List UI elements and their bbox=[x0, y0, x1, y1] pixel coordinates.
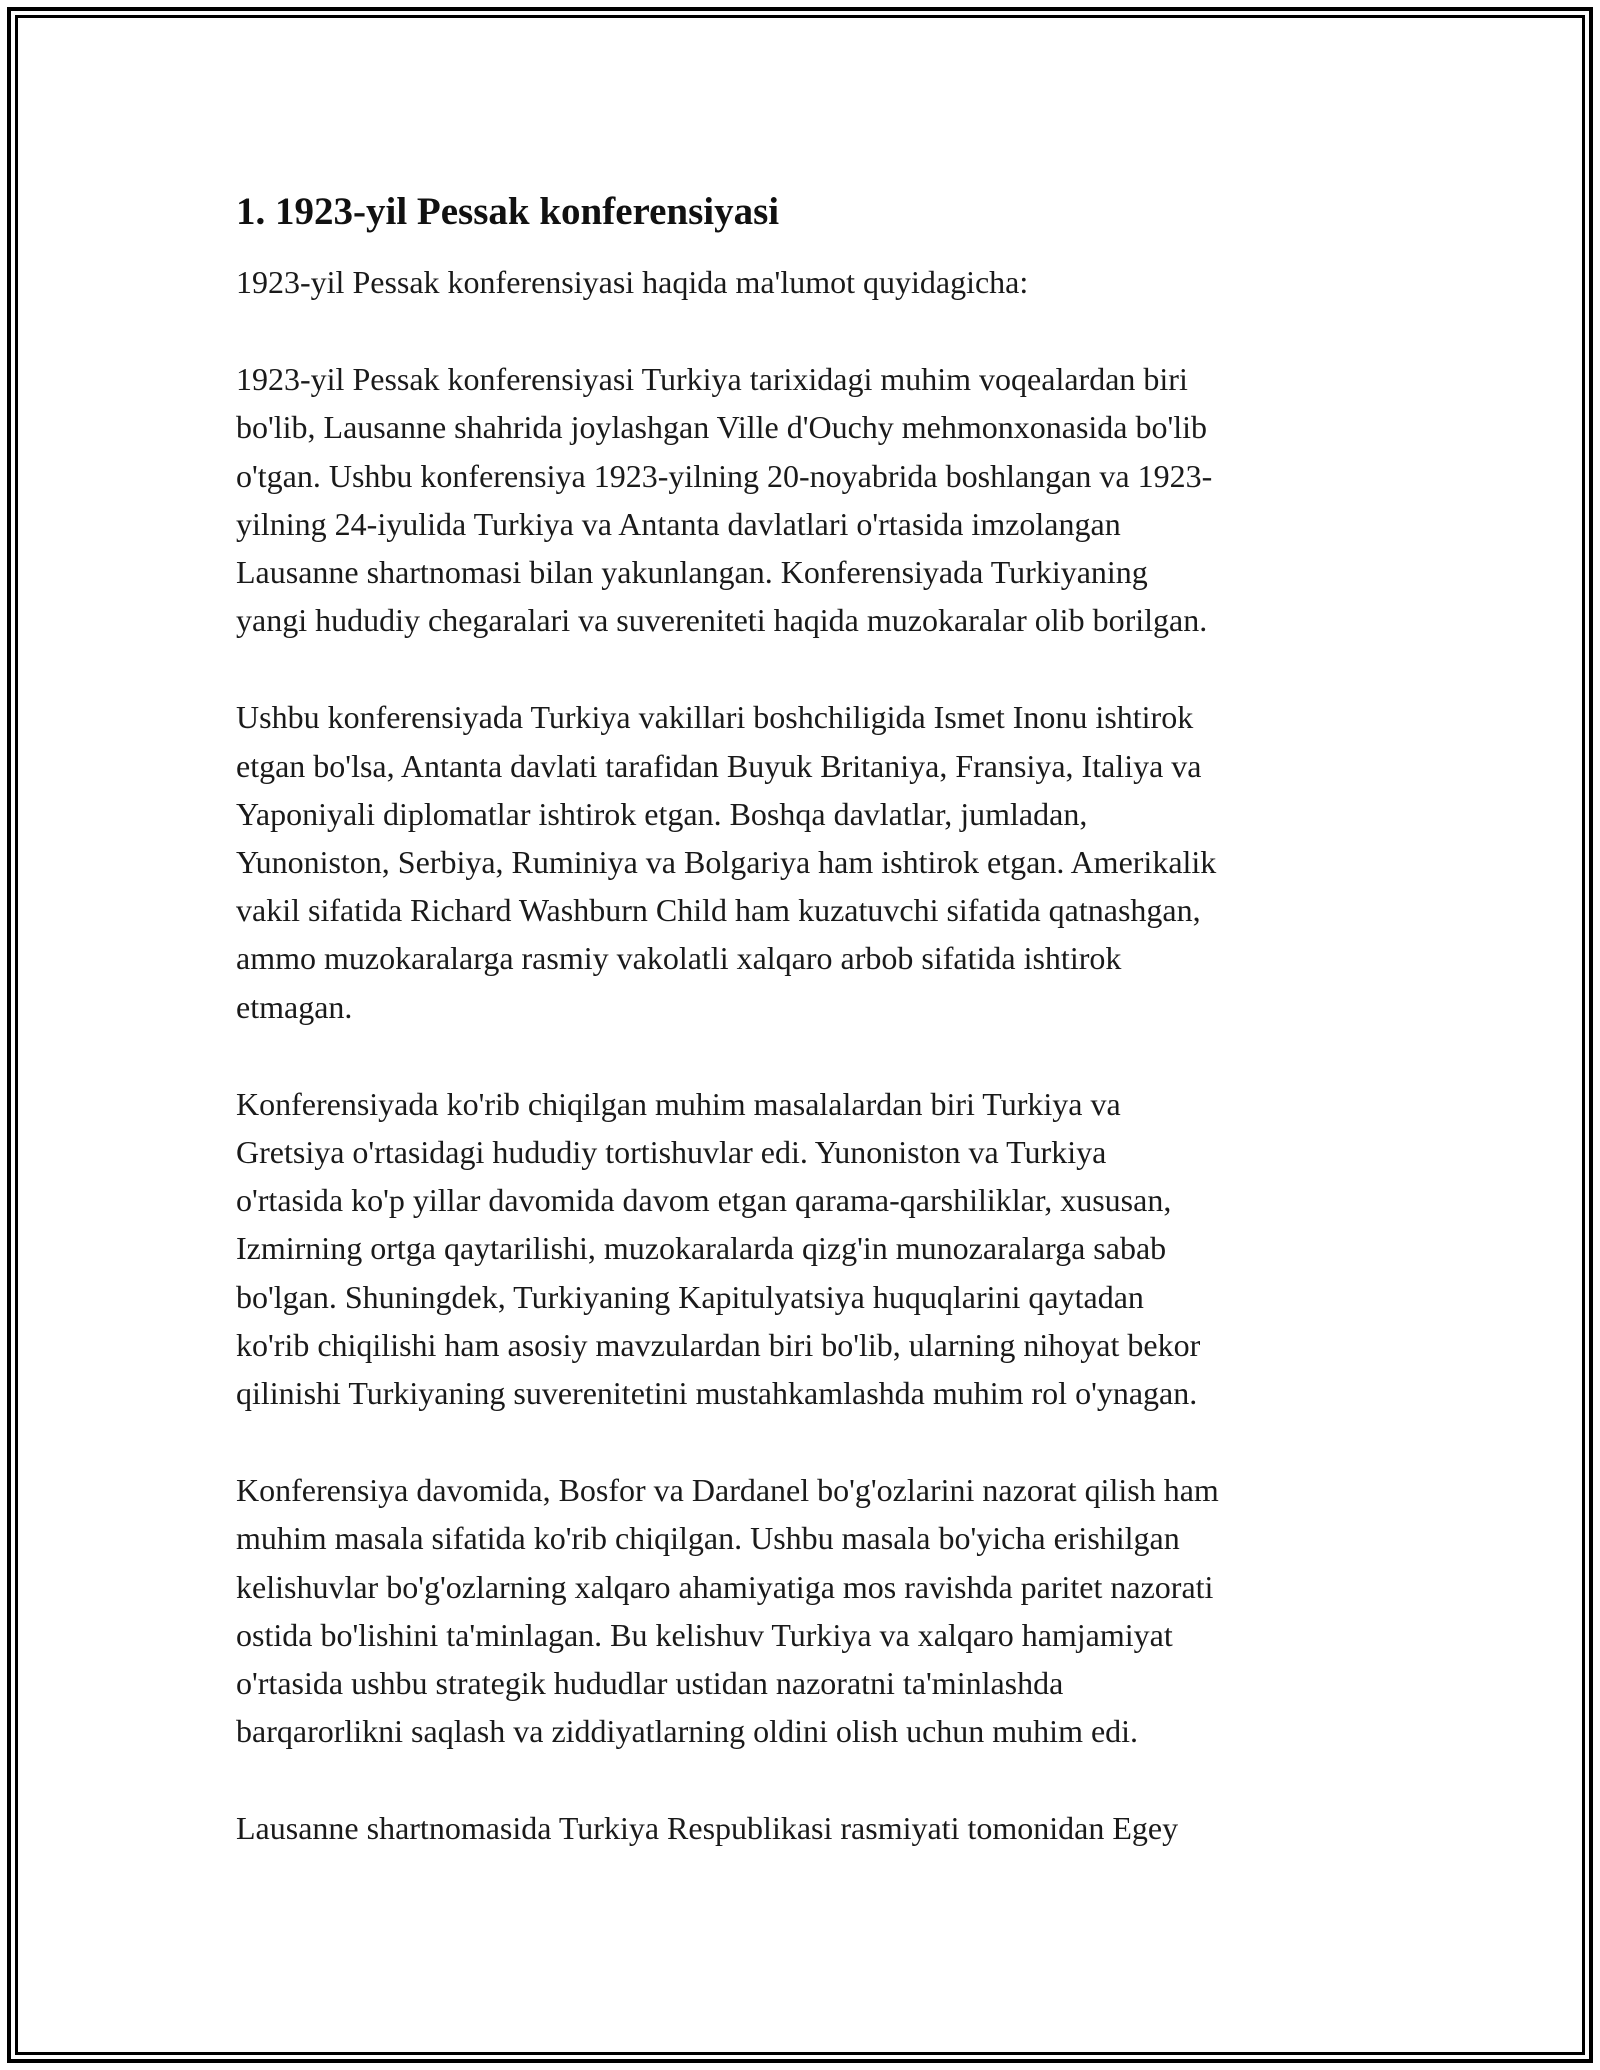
paragraph-treaty: Lausanne shartnomasida Turkiya Respublikasi rasmiyati tomonidan Egey bbox=[236, 1810, 1179, 1847]
paragraph-participants: Ushbu konferensiyada Turkiya vakillari boshchiligida Ismet Inonu ishtirok etgan bo'lsa, Antanta davlati tarafidan Buyuk Britaniya, Fransiya, Italiya va Yaponiyali diplomatlar ishtirok etgan. Boshqa davlatlar, jumladan, Yunoniston, Serbiya, Ruminiya va Bolgariya ham ishtirok etgan. Amerikalik vakil sifatida Richard Washburn Child ham kuzatuvchi sifatida qatnashgan, ammo muzokaralarga rasmiy vakolatli xalqaro arbob sifatida ishtirok etmagan. bbox=[236, 699, 1217, 1025]
paragraph-intro: 1923-yil Pessak konferensiyasi haqida ma'lumot quyidagicha: bbox=[236, 264, 1029, 300]
page-title: 1. 1923-yil Pessak konferensiyasi bbox=[236, 190, 780, 233]
paragraph-territorial-disputes: Konferensiyada ko'rib chiqilgan muhim masalalardan biri Turkiya va Gretsiya o'rtasidagi hududiy tortishuvlar edi. Yunoniston va Turkiya o'rtasida ko'p yillar davomida davom etgan qarama-qarshiliklar, xususan, Izmirning ortga qaytarilishi, muzokaralarda qizg'in munozaralarga sabab bo'lgan. Shuningdek, Turkiyaning Kapitulyatsiya huquqlarini qaytadan ko'rib chiqilishi ham asosiy mavzulardan biri bo'lib, ularning nihoyat bekor qilinishi Turkiyaning suverenitetini mustahkamlashda muhim rol o'ynagan. bbox=[236, 1085, 1201, 1412]
paragraph-overview: 1923-yil Pessak konferensiyasi Turkiya tarixidagi muhim voqealardan biri bo'lib, Lausanne shahrida joylashgan Ville d'Ouchy mehmonxonasida bo'lib o'tgan. Ushbu konferensiya 1923-yilning 20-noyabrida boshlangan va 1923- yilning 24-iyulida Turkiya va Antanta davlatlari o'rtasida imzolangan Lausanne shartnomasi bilan yakunlangan. Konferensiyada Turkiyaning yangi hududiy chegaralari va suvereniteti haqida muzokaralar olib borilgan. bbox=[236, 361, 1213, 639]
paragraph-straits: Konferensiya davomida, Bosfor va Dardanel bo'g'ozlarini nazorat qilish ham muhim masala sifatida ko'rib chiqilgan. Ushbu masala bo'yicha erishilgan kelishuvlar bo'g'ozlarning xalqaro ahamiyatiga mos ravishda paritet nazorati ostida bo'lishini ta'minlagan. Bu kelishuv Turkiya va xalqaro hamjamiyat o'rtasida ushbu strategik hududlar ustidan nazoratni ta'minlashda barqarorlikni saqlash va ziddiyatlarning oldini olish uchun muhim edi. bbox=[236, 1472, 1219, 1750]
document-body bbox=[236, 186, 1376, 1902]
